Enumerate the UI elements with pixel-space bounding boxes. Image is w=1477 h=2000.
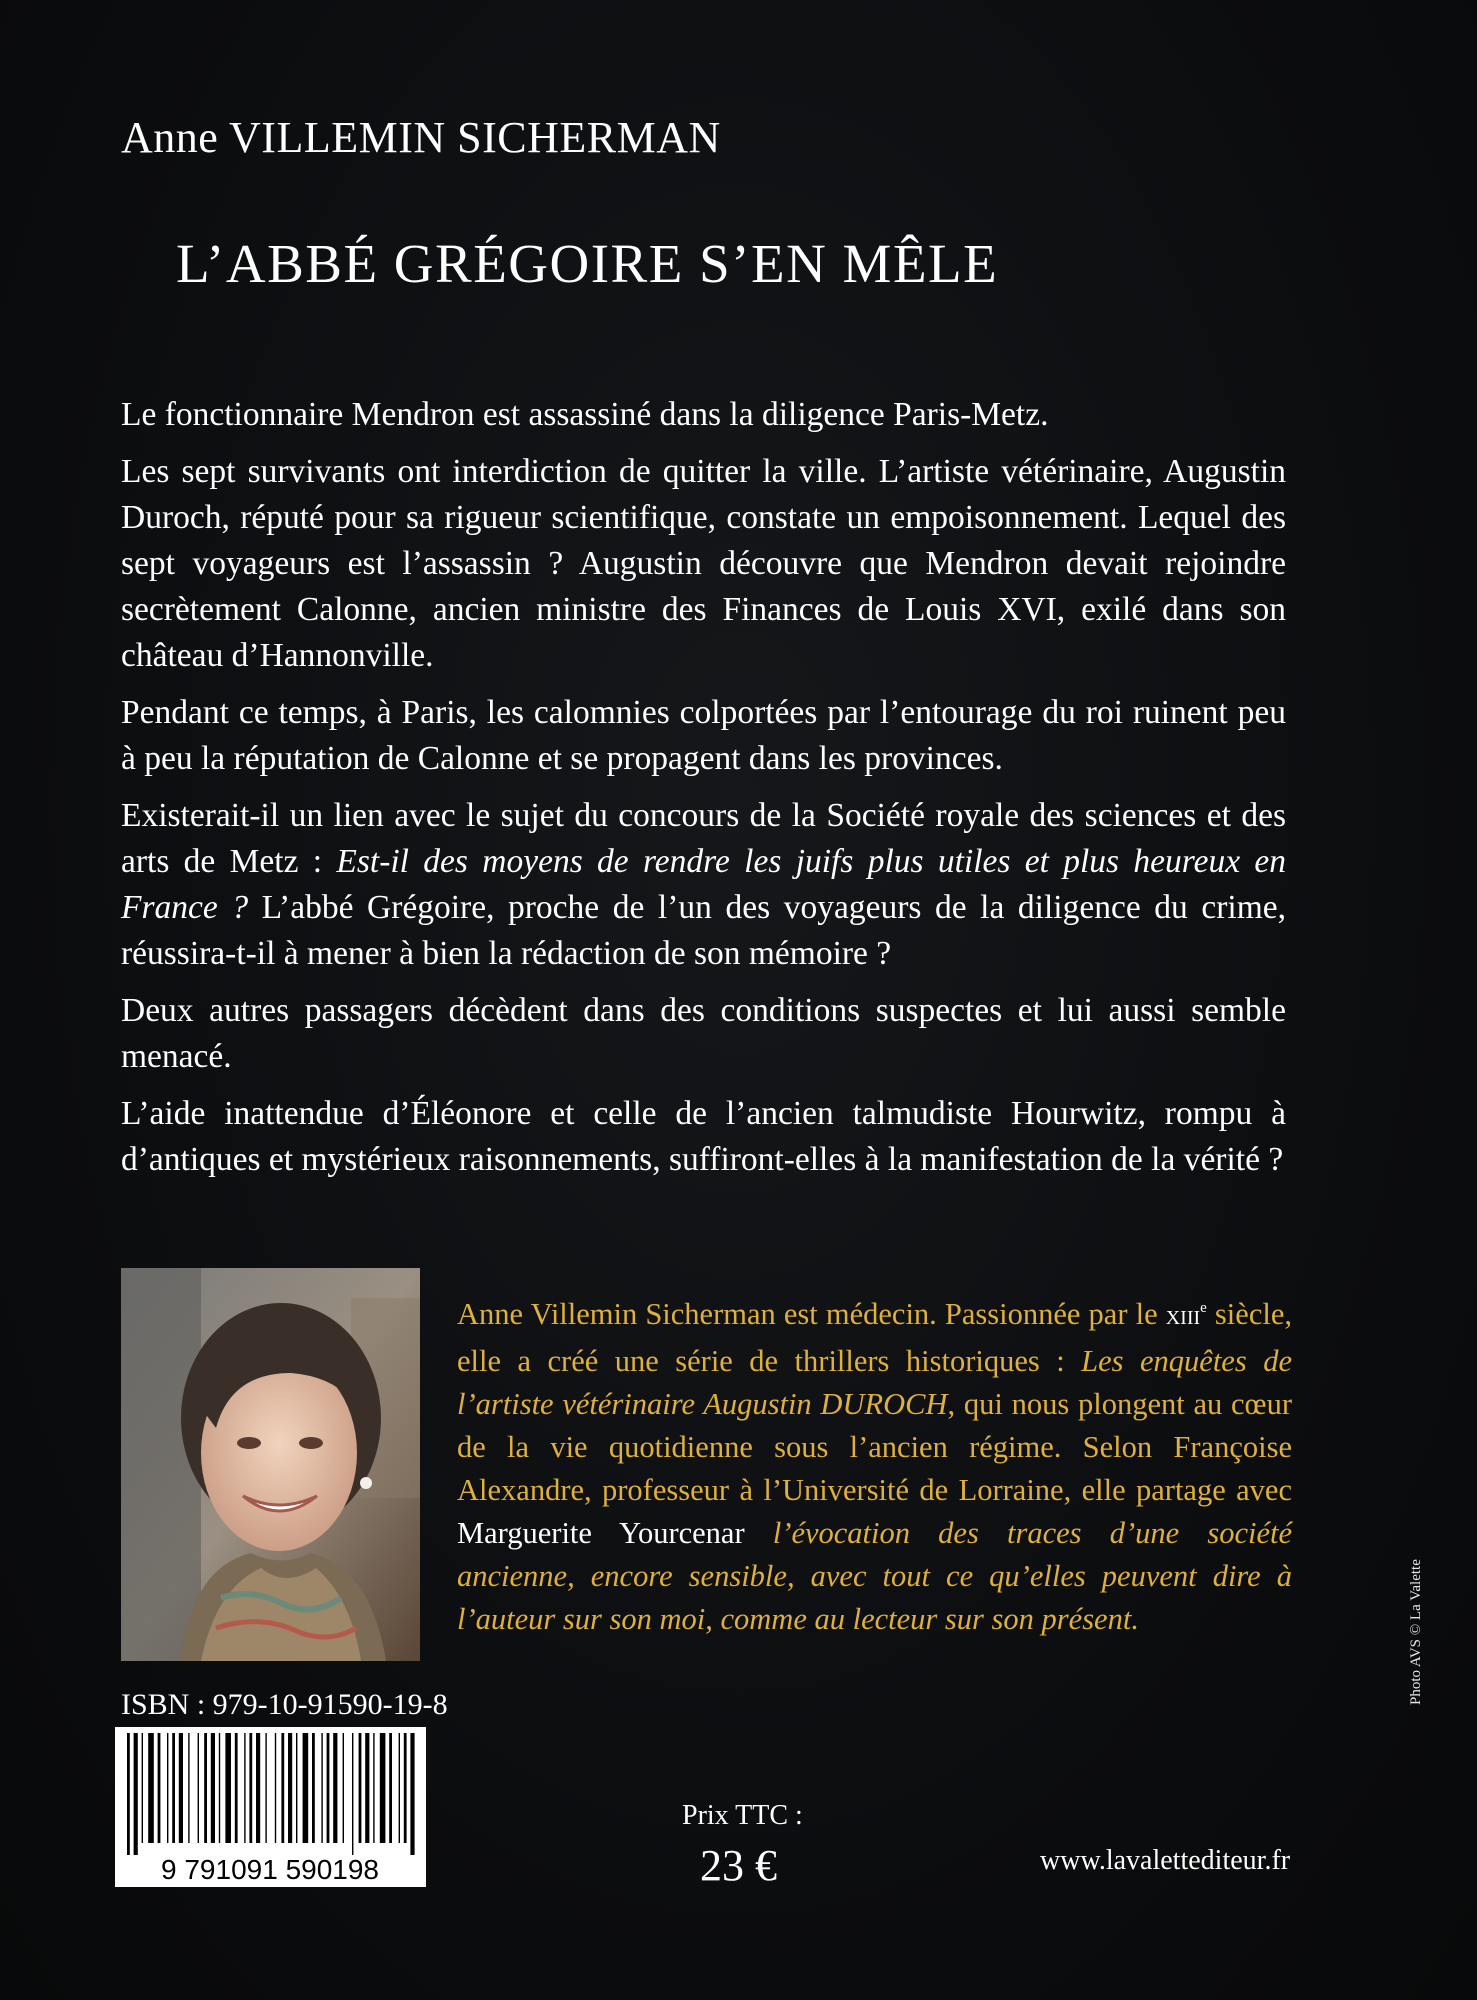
book-title: L’ABBÉ GRÉGOIRE S’EN MÊLE bbox=[176, 233, 999, 294]
portrait-illustration bbox=[121, 1268, 420, 1661]
barcode-bar bbox=[410, 1733, 414, 1855]
barcode-bar bbox=[134, 1733, 138, 1855]
biography-text: , qui nous plongent au cœur de la vie quotidienne sous l’ancien régime. Selon Françoise Alexandre, professeur à l’Université de Lorraine, elle partage avec bbox=[457, 1387, 1292, 1507]
barcode-bar bbox=[172, 1733, 175, 1843]
barcode-bar bbox=[235, 1733, 238, 1843]
biography-text: siècle, elle a créé une série de thrillers historiques : bbox=[457, 1297, 1292, 1378]
barcode-bar bbox=[142, 1733, 143, 1843]
author-name: Anne VILLEMIN SICHERMAN bbox=[121, 113, 721, 162]
barcode-bar bbox=[288, 1733, 292, 1843]
barcode-bar bbox=[312, 1733, 315, 1843]
barcode-bar bbox=[352, 1733, 353, 1855]
isbn-label: ISBN : 979-10-91590-19-8 bbox=[121, 1688, 448, 1721]
century-numeral: XIII bbox=[1165, 1307, 1201, 1329]
barcode-bar bbox=[296, 1733, 297, 1843]
barcode-bar bbox=[179, 1733, 183, 1843]
barcode-bar bbox=[225, 1733, 231, 1843]
synopsis-text: L’abbé Grégoire, proche de l’un des voyageurs de la diligence du crime, réussira-t-il à mener à bien la rédaction de son mémoire ? bbox=[121, 889, 1286, 972]
photo-credit: Photo AVS © La Valette bbox=[1408, 1559, 1424, 1705]
price-value: 23 € bbox=[700, 1841, 777, 1890]
barcode-digits: 9 791091 590198 bbox=[161, 1854, 379, 1885]
contest-question: Est-il des moyens de rendre les juifs plus utiles et plus heureux en France ? bbox=[121, 843, 1286, 926]
barcode-bar bbox=[343, 1733, 344, 1843]
barcode-bar bbox=[167, 1733, 168, 1843]
barcode-bar bbox=[188, 1733, 189, 1843]
publisher-website[interactable]: www.lavalettediteur.fr bbox=[1040, 1845, 1291, 1876]
barcode-bar bbox=[333, 1733, 337, 1843]
synopsis-paragraph: L’aide inattendue d’Éléonore et celle de l’ancien talmudiste Hourwitz, rompu à d’antiques et mystérieux raisonnements, suffiront-elles à la manifestation de la vérité ? bbox=[121, 1095, 1286, 1178]
barcode-bar bbox=[389, 1733, 392, 1843]
barcode-bar bbox=[399, 1733, 400, 1843]
barcode-bar bbox=[303, 1733, 309, 1843]
barcode-icon bbox=[115, 1727, 426, 1887]
synopsis bbox=[121, 392, 1286, 1194]
barcode-bar bbox=[275, 1733, 276, 1843]
barcode-bar bbox=[321, 1733, 322, 1843]
biography-text bbox=[457, 1293, 1292, 1641]
barcode-bar bbox=[249, 1733, 252, 1843]
barcode-graphic bbox=[115, 1727, 426, 1887]
barcode-bar bbox=[127, 1733, 130, 1855]
synopsis-paragraph: Pendant ce temps, à Paris, les calomnies colportées par l’entourage du roi ruinent peu à peu la réputation de Calonne et se propagent dans les provinces. bbox=[121, 694, 1286, 777]
synopsis-paragraph: Le fonctionnaire Mendron est assassiné dans la diligence Paris-Metz. bbox=[121, 396, 1049, 433]
barcode-bar bbox=[281, 1733, 284, 1843]
barcode-bar bbox=[158, 1733, 161, 1843]
barcode-bar bbox=[404, 1733, 407, 1843]
barcode-bar bbox=[198, 1733, 199, 1843]
yourcenar-name: Marguerite Yourcenar bbox=[457, 1516, 745, 1550]
barcode-bar bbox=[244, 1733, 245, 1843]
yourcenar-quote: l’évocation des traces d’une société ancienne, encore sensible, avec tout ce qu’elles peuvent dire à l’auteur sur son moi, comme au lecteur sur son présent. bbox=[457, 1516, 1292, 1636]
century-superscript: e bbox=[1200, 1300, 1207, 1316]
synopsis-paragraph: Les sept survivants ont interdiction de quitter la ville. L’artiste vétérinaire, Augustin Duroch, réputé pour sa rigueur scientifique, constate un empoisonnement. Lequel des sept voyageurs est l’assassin ? Augustin découvre que Mendron devait rejoindre secrètement Calonne, ancien ministre des Finances de Louis XVI, exilé dans son château d’Hannonville. bbox=[121, 453, 1286, 674]
barcode-bar bbox=[373, 1733, 374, 1843]
barcode-bar bbox=[256, 1733, 260, 1843]
barcode-bar bbox=[359, 1733, 362, 1843]
barcode-bar bbox=[219, 1733, 220, 1843]
barcode-bar bbox=[265, 1733, 266, 1843]
biography-intro: Anne Villemin Sicherman est médecin. Passionnée par le bbox=[457, 1297, 1166, 1331]
author-biography bbox=[457, 1293, 1292, 1641]
price-label: Prix TTC : bbox=[682, 1800, 803, 1831]
barcode-bar bbox=[211, 1733, 215, 1843]
barcode-bar bbox=[148, 1733, 154, 1843]
barcode-bar bbox=[204, 1733, 207, 1843]
author-portrait-photo bbox=[121, 1268, 420, 1661]
synopsis-paragraph: Deux autres passagers décèdent dans des conditions suspectes et lui aussi semble menacé. bbox=[121, 992, 1286, 1075]
barcode-bar bbox=[380, 1733, 386, 1843]
series-title: Les enquêtes de l’artiste vétérinaire Augustin DUROCH bbox=[457, 1344, 1292, 1421]
barcode-bar bbox=[365, 1733, 369, 1843]
barcode-bar bbox=[327, 1733, 330, 1843]
synopsis-text: Existerait-il un lien avec le sujet du concours de la Société royale des sciences et des arts de Metz : bbox=[121, 797, 1286, 880]
synopsis-paragraph bbox=[121, 793, 1286, 977]
